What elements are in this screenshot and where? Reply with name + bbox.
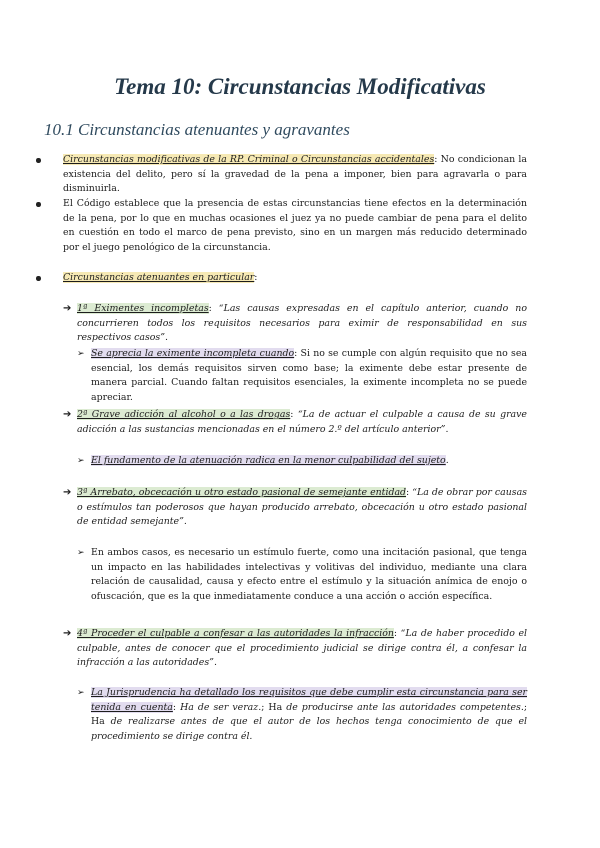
bullet-circunstancias-modificativas xyxy=(63,153,527,197)
arrow-icon: ➔ xyxy=(63,487,72,498)
bullet-atenuantes xyxy=(63,271,527,286)
page-title: Tema 10: Circunstancias Modificativas xyxy=(114,74,486,99)
sub-item-3 xyxy=(77,546,527,604)
bullet-text: El Código establece que la presencia de estas circunstancias tiene efectos en la determinación de la pena, por lo que en muchas ocasiones el juez ya no puede cambiar de pena para el delito en cuestión en todo el marco de pena previsto, sino en un margen más reducido determinado por el juego penológico de la circunstancia. xyxy=(63,198,527,253)
sub-text: . xyxy=(445,455,449,466)
highlight-term: 2ª Grave adicción al alcohol o a las drogas xyxy=(77,409,291,420)
period: . xyxy=(445,423,449,435)
quote: “La de actuar el culpable a causa de su grave adicción a las sustancias mencionadas en el número 2.º del artículo anterior” xyxy=(77,409,527,435)
sub-text: : Si no se cumple con algún requisito que no sea esencial, los demás requisitos sirven como base; la eximente debe estar presente de manera parcial. Cuando faltan requisitos esenciales, la eximente incompleta no se puede apreciar. xyxy=(91,348,527,403)
arrow-icon: ➔ xyxy=(63,303,72,314)
arrow-icon: ➔ xyxy=(63,409,72,420)
highlight-term: El fundamento de la atenuación radica en la menor culpabilidad del sujeto xyxy=(91,455,446,466)
section-heading: 10.1 Circunstancias atenuantes y agravantes xyxy=(44,120,350,139)
sub-text: En ambos casos, es necesario un estímulo fuerte, como una incitación pasional, que tenga un impacto en las habilidades intelectivas y volitivas del individuo, mediante una clara relación de causalidad, causa y efecto entre el estímulo y la situación anímica de enojo o ofuscación, que es la que inmediatamente conduce a una acción o acción específica. xyxy=(91,547,527,602)
atenuante-3 xyxy=(63,486,527,530)
sub-item-1 xyxy=(77,347,527,405)
triangle-bullet-icon: ➢ xyxy=(77,456,85,466)
highlight-term: La Jurisprudencia ha detallado los requisitos que debe cumplir esta circunstancia para ser tenida en cuenta xyxy=(91,687,527,713)
separator: : xyxy=(406,487,413,498)
quote: “La de haber procedido el culpable, antes de conocer que el procedimiento judicial se dirige contra él, a confesar la infracción a las autoridades” xyxy=(77,628,527,669)
requirement-2: de producirse ante las autoridades competentes xyxy=(286,701,521,713)
atenuante-2 xyxy=(63,408,527,437)
highlight-term: 4ª Proceder el culpable a confesar a las autoridades la infracción xyxy=(77,628,394,639)
separator: : xyxy=(172,701,181,713)
arrow-icon: ➔ xyxy=(63,628,72,639)
highlight-term: 3ª Arrebato, obcecación u otro estado pasional de semejante entidad xyxy=(77,487,407,498)
separator: ; Ha xyxy=(261,701,287,713)
separator: .; Ha xyxy=(91,701,527,728)
bullet-text: : No condicionan la existencia del delito, pero sí la gravedad de la pena a imponer, bien para agravarla o para disminuirla. xyxy=(63,154,527,195)
quote: “Las causas expresadas en el capítulo anterior, cuando no concurrieren todos los requisitos necesarios para eximir de responsabilidad en sus respectivos casos” xyxy=(77,303,527,344)
quote: “La de obrar por causas o estímulos tan poderosos que hayan producido arrebato, obcecación u otro estado pasional de entidad semejante” xyxy=(77,487,527,528)
bullet-codigo xyxy=(63,197,527,255)
sub-item-2 xyxy=(77,454,527,469)
period: . xyxy=(183,516,187,528)
atenuante-4 xyxy=(63,627,527,671)
requirement-1: Ha de ser veraz. xyxy=(180,701,262,713)
triangle-bullet-icon: ➢ xyxy=(77,688,85,698)
atenuante-1 xyxy=(63,302,527,346)
requirement-3: de realizarse antes de que el autor de los hechos tenga conocimiento de que el procedimiento se dirige contra él. xyxy=(91,716,527,742)
period: . xyxy=(213,657,217,669)
highlight-term: Circunstancias atenuantes en particular xyxy=(63,272,255,283)
highlight-term: 1ª Eximentes incompletas xyxy=(77,303,209,314)
highlight-term: Circunstancias modificativas de la RP. Criminal o Circunstancias accidentales xyxy=(63,154,435,165)
period: . xyxy=(165,332,169,344)
triangle-bullet-icon: ➢ xyxy=(77,548,85,558)
separator: : xyxy=(393,628,401,639)
separator: : xyxy=(208,303,219,314)
bullet-text: : xyxy=(254,272,258,283)
triangle-bullet-icon: ➢ xyxy=(77,349,85,359)
sub-item-4 xyxy=(77,686,527,744)
separator: : xyxy=(290,409,298,420)
highlight-term: Se aprecia la eximente incompleta cuando xyxy=(91,348,295,359)
